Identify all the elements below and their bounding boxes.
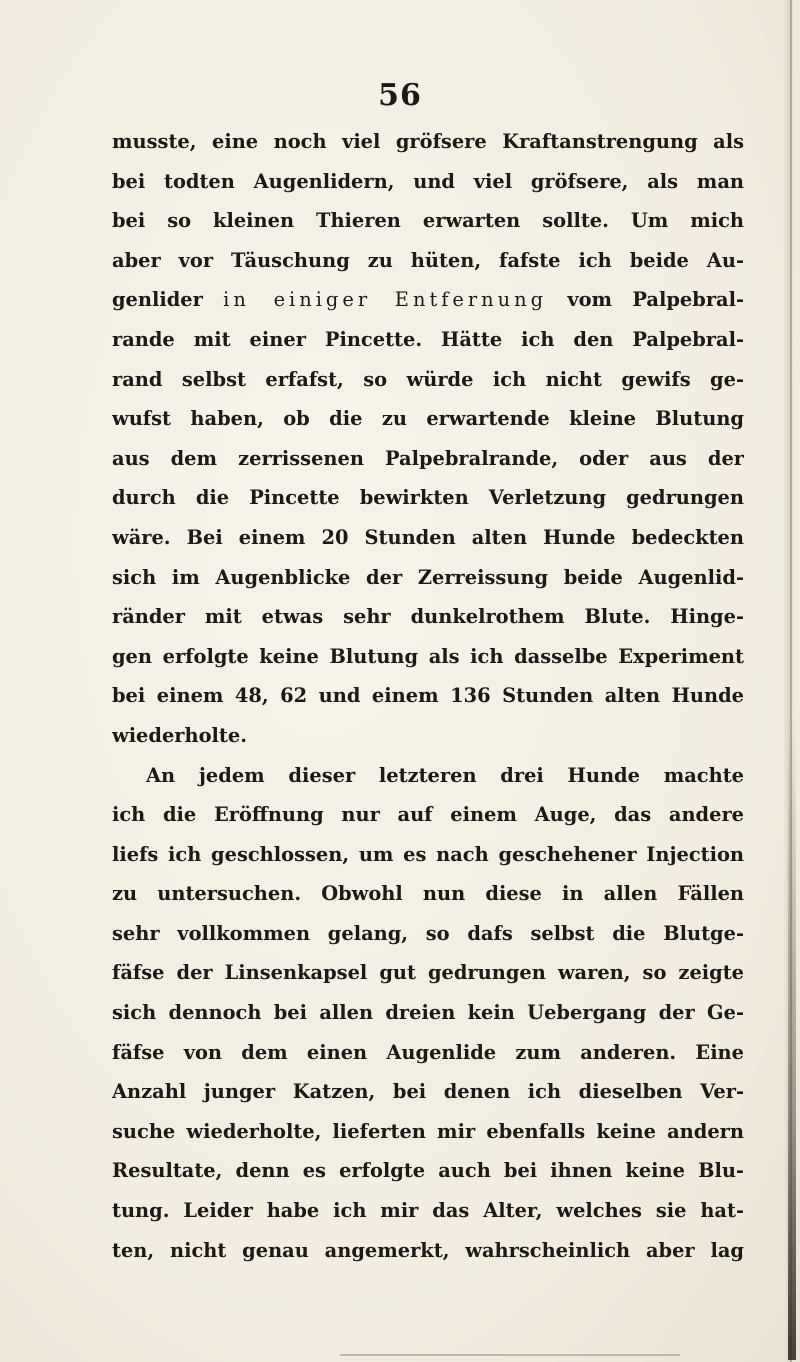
text-line: liefs ich geschlossen, um es nach geschehener Injection	[112, 842, 744, 866]
text-line: bei einem 48, 62 und einem 136 Stunden alten Hunde	[112, 684, 744, 708]
text-line: fäfse der Linsenkapsel gut gedrungen waren, so zeigte	[112, 961, 744, 985]
text-line: bei todten Augenlidern, und viel gröfsere, als man	[112, 169, 744, 193]
text-line: Anzahl junger Katzen, bei denen ich dieselben Ver-	[112, 1080, 744, 1104]
text-line: sehr vollkommen gelang, so dafs selbst die Blutge-	[112, 921, 744, 945]
text-line: ich die Eröffnung nur auf einem Auge, das andere	[112, 803, 744, 827]
text-line: sich im Augenblicke der Zerreissung beide Augenlid-	[112, 565, 744, 589]
page-number: 56	[378, 78, 422, 113]
text-line: suche wiederholte, lieferten mir ebenfalls keine andern	[112, 1119, 744, 1143]
text-line: wäre. Bei einem 20 Stunden alten Hunde bedeckten	[112, 525, 744, 549]
text-line: aber vor Täuschung zu hüten, fafste ich beide Au-	[112, 248, 744, 272]
body-text	[112, 122, 744, 1270]
paragraph-start-line: An jedem dieser letzteren drei Hunde machte	[146, 763, 744, 787]
text-line-spaced	[112, 280, 744, 320]
text-line: bei so kleinen Thieren erwarten sollte. Um mich	[112, 209, 744, 233]
page-edge-shadow	[788, 720, 796, 1360]
text-line: zu untersuchen. Obwohl nun diese in allen Fällen	[112, 882, 744, 906]
emphasized-spaced-text: in einiger Entfernung	[223, 288, 548, 312]
text-segment: vom Palpebral-	[547, 288, 744, 312]
text-line: Resultate, denn es erfolgte auch bei ihnen keine Blu-	[112, 1159, 744, 1183]
text-line: durch die Pincette bewirkten Verletzung gedrungen	[112, 486, 744, 510]
text-line: gen erfolgte keine Blutung als ich dasselbe Experiment	[112, 644, 744, 668]
text-line: ränder mit etwas sehr dunkelrothem Blute. Hinge-	[112, 605, 744, 629]
text-line: wiederholte.	[112, 723, 247, 747]
text-line: ten, nicht genau angemerkt, wahrscheinlich aber lag	[112, 1238, 744, 1262]
text-line: fäfse von dem einen Augenlide zum anderen. Eine	[112, 1040, 744, 1064]
bottom-edge-line	[340, 1354, 680, 1356]
text-line: sich dennoch bei allen dreien kein Uebergang der Ge-	[112, 1001, 744, 1025]
text-line: tung. Leider habe ich mir das Alter, welches sie hat-	[112, 1199, 744, 1223]
text-line: rand selbst erfafst, so würde ich nicht gewifs ge-	[112, 367, 744, 391]
text-line: musste, eine noch viel gröfsere Kraftanstrengung als	[112, 130, 744, 153]
text-line: aus dem zerrissenen Palpebralrande, oder aus der	[112, 446, 744, 470]
text-segment: genlider	[112, 288, 224, 312]
text-line: rande mit einer Pincette. Hätte ich den Palpebral-	[112, 327, 744, 351]
text-line: wufst haben, ob die zu erwartende kleine Blutung	[112, 407, 744, 431]
